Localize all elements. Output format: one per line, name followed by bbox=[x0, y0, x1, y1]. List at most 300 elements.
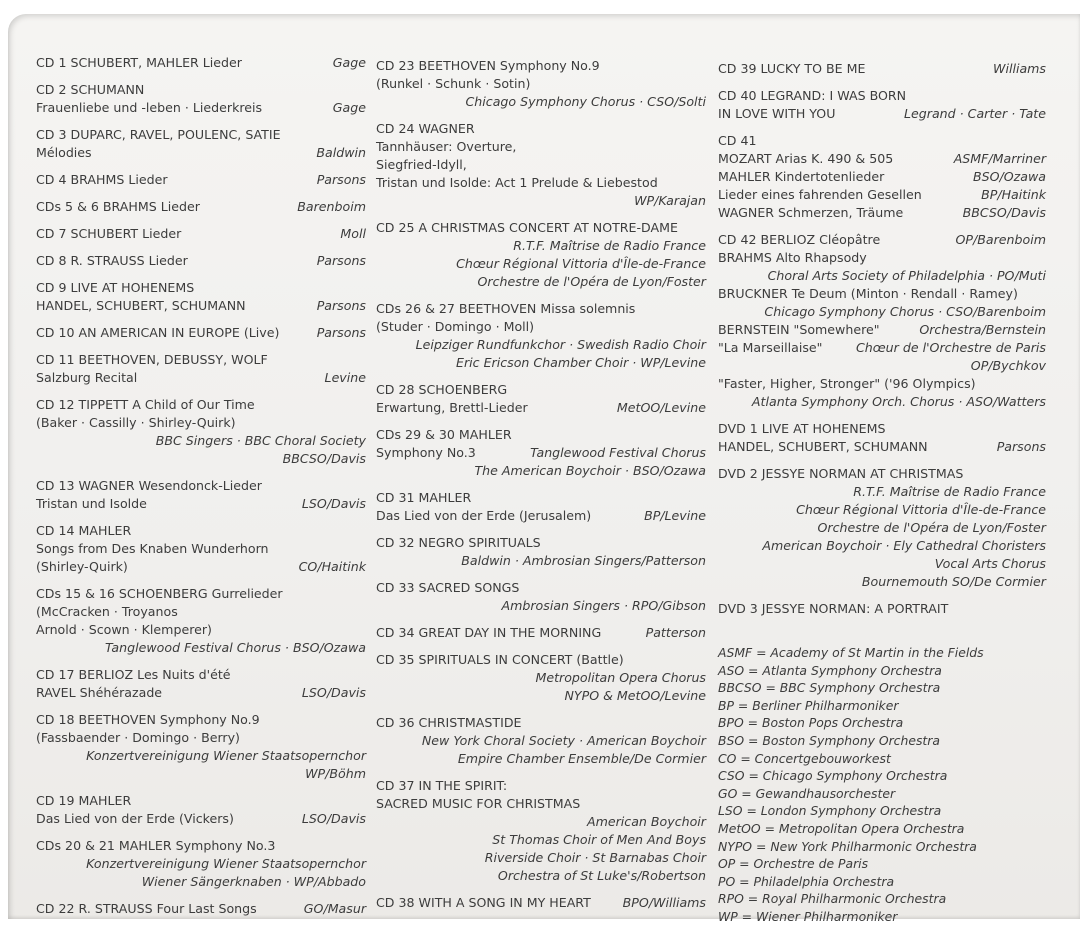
disc-title: CD 33 SACRED SONGS bbox=[376, 580, 520, 595]
performer-text: Wiener Sängerknaben · WP/Abbado bbox=[141, 874, 366, 889]
disc-entry bbox=[376, 714, 706, 768]
performer-text: Tanglewood Festival Chorus · BSO/Ozawa bbox=[105, 640, 366, 655]
entry-line bbox=[36, 369, 366, 387]
disc-title: CD 3 DUPARC, RAVEL, POULENC, SATIE bbox=[36, 127, 281, 142]
performer-text: Chicago Symphony Chorus · CSO/Barenboim bbox=[764, 304, 1046, 319]
performer-text: GO/Masur bbox=[303, 901, 366, 916]
disc-title: CD 40 LEGRAND: I WAS BORN bbox=[718, 88, 907, 103]
entry-line bbox=[718, 231, 1046, 249]
work-text: Frauenliebe und -leben · Liederkreis bbox=[36, 100, 263, 115]
entry-line bbox=[36, 729, 366, 747]
work-text: Mélodies bbox=[36, 145, 92, 160]
performer-text: Baldwin · Ambrosian Singers/Patterson bbox=[461, 553, 706, 568]
entry-line bbox=[376, 192, 706, 210]
disc-title: CD 10 AN AMERICAN IN EUROPE (Live) bbox=[36, 325, 280, 340]
entry-line bbox=[36, 432, 366, 450]
entry-line bbox=[36, 495, 366, 513]
disc-entry bbox=[36, 198, 366, 216]
performer-text: LSO/Davis bbox=[301, 685, 366, 700]
performer-text: American Boychoir · Ely Cathedral Choristers bbox=[762, 538, 1046, 553]
work-text: Arnold · Scown · Klemperer) bbox=[36, 622, 212, 637]
entry-line bbox=[376, 462, 706, 480]
entry-line bbox=[36, 171, 366, 189]
performer-text: LSO/Davis bbox=[301, 811, 366, 826]
entry-line bbox=[718, 168, 1046, 186]
disc-title: DVD 3 JESSYE NORMAN: A PORTRAIT bbox=[718, 601, 949, 616]
entry-line bbox=[376, 381, 706, 399]
performer-text: R.T.F. Maîtrise de Radio France bbox=[853, 484, 1046, 499]
entry-line bbox=[36, 558, 366, 576]
entry-line bbox=[36, 252, 366, 270]
work-text: Lieder eines fahrenden Gesellen bbox=[718, 187, 922, 202]
performer-text: BBC Singers · BBC Choral Society bbox=[155, 433, 366, 448]
performer-text: BBCSO/Davis bbox=[962, 205, 1046, 220]
entry-line bbox=[718, 600, 1046, 618]
entry-line bbox=[36, 855, 366, 873]
disc-title: CD 36 CHRISTMASTIDE bbox=[376, 715, 522, 730]
entry-line bbox=[376, 237, 706, 255]
entry-line bbox=[376, 732, 706, 750]
performer-text: LSO/Davis bbox=[301, 496, 366, 511]
disc-entry bbox=[376, 534, 706, 570]
work-text: BERNSTEIN "Somewhere" bbox=[718, 322, 880, 337]
disc-entry bbox=[376, 219, 706, 291]
abbreviation-item: BSO = Boston Symphony Orchestra bbox=[718, 732, 940, 748]
abbreviation-item: MetOO = Metropolitan Opera Orchestra bbox=[718, 820, 965, 836]
entry-line bbox=[36, 198, 366, 216]
entry-line bbox=[718, 87, 1046, 105]
disc-title: CD 7 SCHUBERT Lieder bbox=[36, 226, 182, 241]
entry-line bbox=[718, 420, 1046, 438]
work-text: IN LOVE WITH YOU bbox=[718, 106, 836, 121]
entry-line bbox=[36, 225, 366, 243]
disc-title: CD 25 A CHRISTMAS CONCERT AT NOTRE-DAME bbox=[376, 220, 678, 235]
entry-line bbox=[376, 336, 706, 354]
entry-line bbox=[718, 150, 1046, 168]
work-text: Tristan und Isolde: Act 1 Prelude & Liebestod bbox=[376, 175, 658, 190]
booklet-panel bbox=[8, 14, 1080, 924]
work-text: MOZART Arias K. 490 & 505 bbox=[718, 151, 894, 166]
entry-line bbox=[718, 186, 1046, 204]
entry-line bbox=[718, 519, 1046, 537]
performer-text: Orchestre de l'Opéra de Lyon/Foster bbox=[477, 274, 706, 289]
disc-title: CD 41 bbox=[718, 133, 757, 148]
disc-entry bbox=[376, 300, 706, 372]
entry-line bbox=[36, 603, 366, 621]
work-text: (Fassbaender · Domingo · Berry) bbox=[36, 730, 240, 745]
entry-line bbox=[36, 747, 366, 765]
disc-entry bbox=[718, 465, 1046, 591]
entry-line bbox=[376, 174, 706, 192]
entry-line bbox=[718, 267, 1046, 285]
disc-title: CD 23 BEETHOVEN Symphony No.9 bbox=[376, 58, 600, 73]
performer-text: Levine bbox=[324, 370, 366, 385]
disc-entry bbox=[718, 600, 1046, 618]
abbreviation-item: LSO = London Symphony Orchestra bbox=[718, 803, 942, 819]
disc-entry bbox=[376, 894, 706, 912]
disc-title: CD 4 BRAHMS Lieder bbox=[36, 172, 168, 187]
entry-line bbox=[36, 477, 366, 495]
entry-line bbox=[376, 669, 706, 687]
disc-title: CD 13 WAGNER Wesendonck-Lieder bbox=[36, 478, 262, 493]
entry-line bbox=[718, 204, 1046, 222]
work-text: BRAHMS Alto Rhapsody bbox=[718, 250, 867, 265]
entry-line bbox=[376, 57, 706, 75]
performer-text: BSO/Ozawa bbox=[972, 169, 1046, 184]
entry-line bbox=[376, 579, 706, 597]
performer-text: Parsons bbox=[316, 298, 366, 313]
entry-line bbox=[718, 339, 1046, 357]
performer-text: BBCSO/Davis bbox=[282, 451, 366, 466]
performer-text: MetOO/Levine bbox=[616, 400, 706, 415]
abbreviation-item: RPO = Royal Philharmonic Orchestra bbox=[718, 891, 947, 907]
entry-line bbox=[376, 93, 706, 111]
performer-text: Orchestre de l'Opéra de Lyon/Foster bbox=[817, 520, 1046, 535]
disc-title: DVD 1 LIVE AT HOHENEMS bbox=[718, 421, 886, 436]
performer-text: WP/Böhm bbox=[305, 766, 366, 781]
disc-title: CD 8 R. STRAUSS Lieder bbox=[36, 253, 188, 268]
abbreviation-item: BP = Berliner Philharmoniker bbox=[718, 697, 899, 713]
performer-text: Patterson bbox=[645, 625, 706, 640]
disc-entry bbox=[36, 54, 366, 72]
disc-entry bbox=[36, 279, 366, 315]
performer-text: Chœur de l'Orchestre de Paris bbox=[855, 340, 1046, 355]
performer-text: BPO/Williams bbox=[622, 895, 706, 910]
disc-entry bbox=[718, 420, 1046, 456]
abbreviation-item: BPO = Boston Pops Orchestra bbox=[718, 715, 904, 731]
work-text: Songs from Des Knaben Wunderhorn bbox=[36, 541, 269, 556]
abbreviation-item: BBCSO = BBC Symphony Orchestra bbox=[718, 680, 941, 696]
work-text: RAVEL Shéhérazade bbox=[36, 685, 163, 700]
disc-entry bbox=[36, 81, 366, 117]
performer-text: Leipziger Rundfunkchor · Swedish Radio Choir bbox=[415, 337, 706, 352]
entry-line bbox=[36, 684, 366, 702]
entry-line bbox=[376, 867, 706, 885]
work-text: (McCracken · Troyanos bbox=[36, 604, 178, 619]
work-text: Salzburg Recital bbox=[36, 370, 138, 385]
entry-line bbox=[718, 132, 1046, 150]
entry-line bbox=[376, 156, 706, 174]
disc-entry bbox=[36, 792, 366, 828]
performer-text: Vocal Arts Chorus bbox=[934, 556, 1046, 571]
performer-text: Legrand · Carter · Tate bbox=[904, 106, 1046, 121]
disc-entry bbox=[376, 426, 706, 480]
entry-line bbox=[718, 60, 1046, 78]
entry-line bbox=[718, 321, 1046, 339]
abbreviation-item: CO = Concertgebouworkest bbox=[718, 750, 891, 766]
entry-line bbox=[36, 810, 366, 828]
entry-line bbox=[36, 279, 366, 297]
entry-line bbox=[36, 522, 366, 540]
entry-line bbox=[376, 894, 706, 912]
entry-line bbox=[376, 651, 706, 669]
performer-text: OP/Bychkov bbox=[970, 358, 1046, 373]
performer-text: BP/Levine bbox=[644, 508, 706, 523]
disc-entry bbox=[718, 132, 1046, 222]
track-column-1 bbox=[36, 54, 366, 927]
disc-entry bbox=[376, 381, 706, 417]
entry-line bbox=[36, 81, 366, 99]
performer-text: BP/Haitink bbox=[981, 187, 1046, 202]
disc-title: CD 9 LIVE AT HOHENEMS bbox=[36, 280, 195, 295]
performer-text: Parsons bbox=[316, 325, 366, 340]
entry-line bbox=[376, 120, 706, 138]
disc-title: CD 35 SPIRITUALS IN CONCERT (Battle) bbox=[376, 652, 624, 667]
work-text: "Faster, Higher, Stronger" ('96 Olympics) bbox=[718, 376, 976, 391]
performer-text: Empire Chamber Ensemble/De Cormier bbox=[457, 751, 706, 766]
entry-line bbox=[36, 126, 366, 144]
disc-title: CD 38 WITH A SONG IN MY HEART bbox=[376, 895, 591, 910]
performer-text: Barenboim bbox=[297, 199, 366, 214]
entry-line bbox=[376, 255, 706, 273]
entry-line bbox=[376, 507, 706, 525]
disc-entry bbox=[376, 777, 706, 885]
entry-line bbox=[36, 351, 366, 369]
disc-title: CD 32 NEGRO SPIRITUALS bbox=[376, 535, 541, 550]
performer-text: Konzertvereinigung Wiener Staatsopernchor bbox=[86, 856, 366, 871]
entry-line bbox=[36, 297, 366, 315]
disc-entry bbox=[36, 126, 366, 162]
performer-text: Parsons bbox=[316, 172, 366, 187]
work-text: (Runkel · Schunk · Sotin) bbox=[376, 76, 531, 91]
disc-entry bbox=[36, 324, 366, 342]
disc-title: CDs 20 & 21 MAHLER Symphony No.3 bbox=[36, 838, 276, 853]
entry-line bbox=[376, 300, 706, 318]
work-text: Tannhäuser: Overture, bbox=[376, 139, 517, 154]
abbreviation-item: ASO = Atlanta Symphony Orchestra bbox=[718, 662, 942, 678]
entry-line bbox=[376, 444, 706, 462]
work-text: SACRED MUSIC FOR CHRISTMAS bbox=[376, 796, 581, 811]
disc-title: CD 39 LUCKY TO BE ME bbox=[718, 61, 866, 76]
performer-text: R.T.F. Maîtrise de Radio France bbox=[513, 238, 706, 253]
entry-line bbox=[376, 687, 706, 705]
disc-title: CD 1 SCHUBERT, MAHLER Lieder bbox=[36, 55, 242, 70]
entry-line bbox=[718, 375, 1046, 393]
entry-line bbox=[718, 249, 1046, 267]
disc-title: CD 11 BEETHOVEN, DEBUSSY, WOLF bbox=[36, 352, 268, 367]
entry-line bbox=[376, 597, 706, 615]
disc-entry bbox=[36, 351, 366, 387]
disc-title: CD 14 MAHLER bbox=[36, 523, 132, 538]
entry-line bbox=[36, 639, 366, 657]
disc-title: CD 31 MAHLER bbox=[376, 490, 472, 505]
performer-text: Gage bbox=[332, 55, 366, 70]
disc-title: CD 19 MAHLER bbox=[36, 793, 132, 808]
disc-title: CDs 26 & 27 BEETHOVEN Missa solemnis bbox=[376, 301, 636, 316]
performer-text: CO/Haitink bbox=[298, 559, 366, 574]
entry-line bbox=[376, 849, 706, 867]
work-text: "La Marseillaise" bbox=[718, 340, 823, 355]
abbreviation-item: GO = Gewandhausorchester bbox=[718, 785, 896, 801]
performer-text: The American Boychoir · BSO/Ozawa bbox=[474, 463, 706, 478]
performer-text: New York Choral Society · American Boychoir bbox=[421, 733, 706, 748]
entry-line bbox=[718, 537, 1046, 555]
work-text: Das Lied von der Erde (Jerusalem) bbox=[376, 508, 592, 523]
entry-line bbox=[376, 489, 706, 507]
entry-line bbox=[36, 621, 366, 639]
entry-line bbox=[718, 303, 1046, 321]
entry-line bbox=[718, 393, 1046, 411]
performer-text: Konzertvereinigung Wiener Staatsopernchor bbox=[86, 748, 366, 763]
abbreviation-item: OP = Orchestre de Paris bbox=[718, 856, 869, 872]
track-column-2 bbox=[376, 57, 706, 921]
entry-line bbox=[36, 144, 366, 162]
performer-text: Parsons bbox=[316, 253, 366, 268]
entry-line bbox=[718, 438, 1046, 456]
entry-line bbox=[718, 501, 1046, 519]
performer-text: Gage bbox=[332, 100, 366, 115]
entry-line bbox=[718, 483, 1046, 501]
work-text: HANDEL, SCHUBERT, SCHUMANN bbox=[36, 298, 246, 313]
entry-line bbox=[36, 873, 366, 891]
disc-title: CDs 15 & 16 SCHOENBERG Gurrelieder bbox=[36, 586, 283, 601]
disc-entry bbox=[36, 900, 366, 918]
disc-title: CD 24 WAGNER bbox=[376, 121, 475, 136]
performer-text: Williams bbox=[993, 61, 1046, 76]
performer-text: St Thomas Choir of Men And Boys bbox=[492, 832, 706, 847]
entry-line bbox=[376, 813, 706, 831]
entry-line bbox=[718, 573, 1046, 591]
entry-line bbox=[376, 750, 706, 768]
entry-line bbox=[36, 711, 366, 729]
performer-text: Chœur Régional Vittoria d'Île-de-France bbox=[456, 256, 706, 271]
abbreviation-item: CSO = Chicago Symphony Orchestra bbox=[718, 768, 948, 784]
work-text: (Studer · Domingo · Moll) bbox=[376, 319, 535, 334]
entry-line bbox=[376, 714, 706, 732]
entry-line bbox=[36, 837, 366, 855]
entry-line bbox=[376, 426, 706, 444]
disc-entry bbox=[718, 87, 1046, 123]
entry-line bbox=[376, 318, 706, 336]
disc-entry bbox=[36, 225, 366, 243]
disc-entry bbox=[36, 711, 366, 783]
work-text: HANDEL, SCHUBERT, SCHUMANN bbox=[718, 439, 928, 454]
performer-text: Riverside Choir · St Barnabas Choir bbox=[484, 850, 706, 865]
entry-line bbox=[718, 105, 1046, 123]
disc-entry bbox=[376, 579, 706, 615]
disc-entry bbox=[36, 666, 366, 702]
abbreviation-item: WP = Wiener Philharmoniker bbox=[718, 908, 898, 924]
disc-title: CD 37 IN THE SPIRIT: bbox=[376, 778, 508, 793]
entry-line bbox=[718, 285, 1046, 303]
performer-text: Ambrosian Singers · RPO/Gibson bbox=[501, 598, 706, 613]
performer-text: Bournemouth SO/De Cormier bbox=[861, 574, 1046, 589]
disc-entry bbox=[36, 171, 366, 189]
performer-text: Parsons bbox=[996, 439, 1046, 454]
performer-text: NYPO & MetOO/Levine bbox=[564, 688, 706, 703]
performer-text: Atlanta Symphony Orch. Chorus · ASO/Watters bbox=[751, 394, 1046, 409]
entry-line bbox=[718, 357, 1046, 375]
entry-line bbox=[36, 666, 366, 684]
entry-line bbox=[376, 624, 706, 642]
entry-line bbox=[376, 777, 706, 795]
disc-entry bbox=[718, 231, 1046, 411]
disc-entry bbox=[36, 396, 366, 468]
performer-text: Chicago Symphony Chorus · CSO/Solti bbox=[465, 94, 706, 109]
performer-text: American Boychoir bbox=[586, 814, 706, 829]
abbreviation-item: PO = Philadelphia Orchestra bbox=[718, 873, 895, 889]
track-column-3 bbox=[718, 60, 1046, 926]
disc-entry bbox=[376, 57, 706, 111]
performer-text: Moll bbox=[340, 226, 366, 241]
disc-entry bbox=[36, 837, 366, 891]
abbreviation-item: NYPO = New York Philharmonic Orchestra bbox=[718, 838, 977, 854]
performer-text: Metropolitan Opera Chorus bbox=[535, 670, 706, 685]
entry-line bbox=[36, 900, 366, 918]
performer-text: WP/Karajan bbox=[634, 193, 706, 208]
performer-text: OP/Barenboim bbox=[955, 232, 1046, 247]
work-text: Symphony No.3 bbox=[376, 445, 476, 460]
performer-text: Choral Arts Society of Philadelphia · PO/Muti bbox=[767, 268, 1046, 283]
disc-entry bbox=[376, 624, 706, 642]
disc-entry bbox=[36, 522, 366, 576]
performer-text: ASMF/Marriner bbox=[953, 151, 1046, 166]
work-text: Siegfried-Idyll, bbox=[376, 157, 467, 172]
entry-line bbox=[376, 273, 706, 291]
disc-title: DVD 2 JESSYE NORMAN AT CHRISTMAS bbox=[718, 466, 964, 481]
entry-line bbox=[376, 219, 706, 237]
disc-entry bbox=[376, 651, 706, 705]
work-text: (Baker · Cassilly · Shirley-Quirk) bbox=[36, 415, 236, 430]
work-text: Erwartung, Brettl-Lieder bbox=[376, 400, 528, 415]
entry-line bbox=[36, 414, 366, 432]
disc-title: CD 12 TIPPETT A Child of Our Time bbox=[36, 397, 255, 412]
disc-entry bbox=[376, 489, 706, 525]
disc-title: CD 42 BERLIOZ Cléopâtre bbox=[718, 232, 881, 247]
performer-text: Chœur Régional Vittoria d'Île-de-France bbox=[796, 502, 1046, 517]
entry-line bbox=[376, 795, 706, 813]
entry-line bbox=[36, 765, 366, 783]
entry-line bbox=[36, 540, 366, 558]
entry-line bbox=[36, 396, 366, 414]
disc-title: CD 22 R. STRAUSS Four Last Songs bbox=[36, 901, 257, 916]
performer-text: Orchestra of St Luke's/Robertson bbox=[497, 868, 706, 883]
work-text: WAGNER Schmerzen, Träume bbox=[718, 205, 904, 220]
work-text: BRUCKNER Te Deum (Minton · Rendall · Ramey) bbox=[718, 286, 1018, 301]
entry-line bbox=[718, 555, 1046, 573]
entry-line bbox=[36, 792, 366, 810]
entry-line bbox=[36, 99, 366, 117]
entry-line bbox=[376, 138, 706, 156]
performer-text: Tanglewood Festival Chorus bbox=[530, 445, 706, 460]
work-text: MAHLER Kindertotenlieder bbox=[718, 169, 885, 184]
disc-entry bbox=[36, 252, 366, 270]
entry-line bbox=[376, 552, 706, 570]
entry-line bbox=[376, 399, 706, 417]
abbreviation-item: ASMF = Academy of St Martin in the Fields bbox=[718, 645, 984, 660]
disc-entry bbox=[36, 477, 366, 513]
performer-text: Eric Ericson Chamber Choir · WP/Levine bbox=[456, 355, 706, 370]
entry-line bbox=[376, 75, 706, 93]
entry-line bbox=[36, 585, 366, 603]
disc-title: CDs 5 & 6 BRAHMS Lieder bbox=[36, 199, 200, 214]
disc-title: CD 34 GREAT DAY IN THE MORNING bbox=[376, 625, 602, 640]
performer-text: Baldwin bbox=[316, 145, 366, 160]
work-text: Das Lied von der Erde (Vickers) bbox=[36, 811, 234, 826]
disc-entry bbox=[718, 60, 1046, 78]
disc-title: CD 28 SCHOENBERG bbox=[376, 382, 508, 397]
entry-line bbox=[36, 450, 366, 468]
performer-text: Orchestra/Bernstein bbox=[919, 322, 1046, 337]
entry-line bbox=[376, 354, 706, 372]
disc-entry bbox=[376, 120, 706, 210]
disc-title: CD 17 BERLIOZ Les Nuits d'été bbox=[36, 667, 231, 682]
entry-line bbox=[36, 54, 366, 72]
entry-line bbox=[376, 831, 706, 849]
disc-title: CDs 29 & 30 MAHLER bbox=[376, 427, 512, 442]
disc-title: CD 2 SCHUMANN bbox=[36, 82, 145, 97]
entry-line bbox=[718, 465, 1046, 483]
